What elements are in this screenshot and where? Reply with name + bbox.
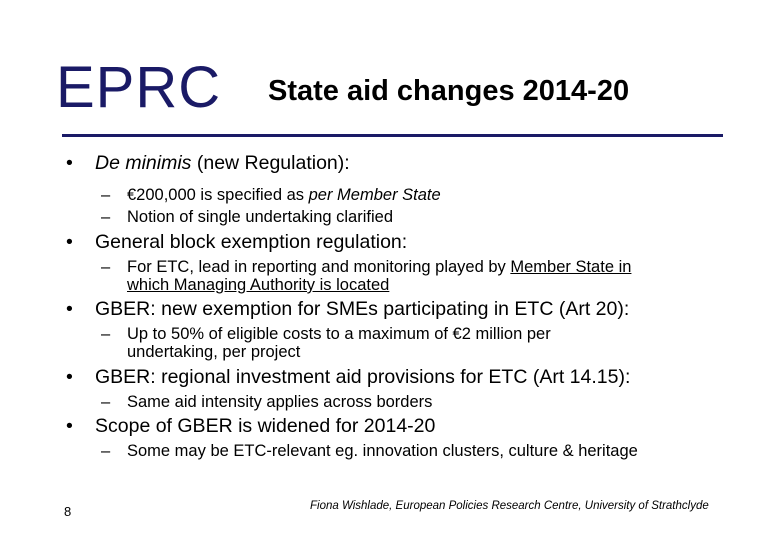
sub-bullet-text: For ETC, lead in reporting and monitoring played by xyxy=(127,258,511,276)
per-member-state-term: per Member State xyxy=(308,186,441,204)
bullet-glyph: • xyxy=(66,415,73,437)
dash-glyph: – xyxy=(101,442,111,460)
bullet-text: GBER: new exemption for SMEs participating in ETC (Art 20): xyxy=(95,298,630,320)
bullet-glyph: • xyxy=(66,298,73,320)
dash-glyph: – xyxy=(101,325,111,343)
dash-glyph: – xyxy=(101,186,111,204)
bullet-text: Scope of GBER is widened for 2014-20 xyxy=(95,415,436,437)
bullet-text: General block exemption regulation: xyxy=(95,231,408,253)
bullet-glyph: • xyxy=(66,231,73,253)
bullet-glyph: • xyxy=(66,366,73,388)
bullet-text: (new Regulation): xyxy=(191,152,350,174)
dash-glyph: – xyxy=(101,208,111,226)
eprc-logo: EPRC xyxy=(56,55,222,120)
member-state-underlined: Member State in xyxy=(510,258,632,276)
dash-glyph: – xyxy=(101,258,111,276)
bullet-glyph: • xyxy=(66,152,73,174)
sub-bullet-line1: Up to 50% of eligible costs to a maximum of €2 million per xyxy=(127,325,551,343)
title-divider xyxy=(62,134,723,137)
sub-bullet-text: Some may be ETC-relevant eg. innovation clusters, culture & heritage xyxy=(127,442,638,460)
dash-glyph: – xyxy=(101,393,111,411)
sub-bullet-line2: undertaking, per project xyxy=(127,343,301,361)
sub-bullet-text: €200,000 is specified as xyxy=(127,186,309,204)
page-number: 8 xyxy=(64,504,72,519)
de-minimis-term: De minimis xyxy=(95,152,192,174)
bullet-text: GBER: regional investment aid provisions for ETC (Art 14.15): xyxy=(95,366,631,388)
sub-bullet-text: Notion of single undertaking clarified xyxy=(127,208,393,226)
footer-credit: Fiona Wishlade, European Policies Research Centre, University of Strathclyde xyxy=(310,500,709,512)
sub-bullet-text: Same aid intensity applies across borders xyxy=(127,393,433,411)
managing-authority-underlined: which Managing Authority is located xyxy=(127,276,390,294)
slide-title: State aid changes 2014-20 xyxy=(268,75,630,107)
